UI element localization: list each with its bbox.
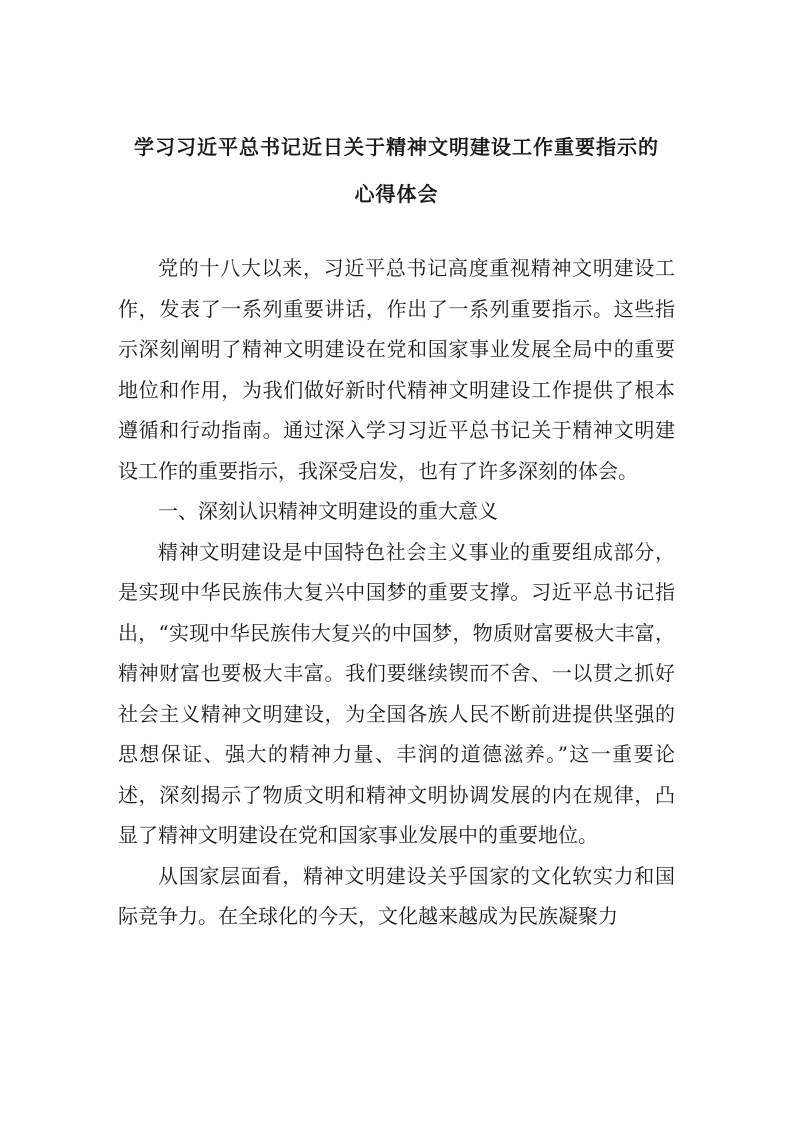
document-body <box>118 248 675 937</box>
document-title-line-2: 心得体会 <box>354 182 439 206</box>
document-title-line-1: 学习习近平总书记近日关于精神文明建设工作重要指示的 <box>134 135 659 159</box>
section-heading-1: 一、深刻认识精神文明建设的重大意义 <box>158 499 498 523</box>
paragraph-significance: 精神文明建设是中国特色社会主义事业的重要组成部分，是实现中华民族伟大复兴中国梦的重要支撑。习近平总书记指出，“实现中华民族伟大复兴的中国梦，物质财富要极大丰富，精神财富也要极大丰富。我们要继续锲而不舍、一以贯之抓好社会主义精神文明建设，为全国各族人民不断前进提供坚强的思想保证、强大的精神力量、丰润的道德滋养。”这一重要论述，深刻揭示了物质文明和精神文明协调发展的内在规律，凸显了精神文明建设在党和国家事业发展中的重要地位。 <box>118 539 675 847</box>
paragraph-national-level: 从国家层面看，精神文明建设关乎国家的文化软实力和国际竞争力。在全球化的今天，文化越来越成为民族凝聚力 <box>118 863 675 928</box>
paragraph-intro: 党的十八大以来，习近平总书记高度重视精神文明建设工作，发表了一系列重要讲话，作出了一系列重要指示。这些指示深刻阐明了精神文明建设在党和国家事业发展全局中的重要地位和作用，为我们做好新时代精神文明建设工作提供了根本遵循和行动指南。通过深入学习习近平总书记关于精神文明建设工作的重要指示，我深受启发，也有了许多深刻的体会。 <box>118 256 675 483</box>
